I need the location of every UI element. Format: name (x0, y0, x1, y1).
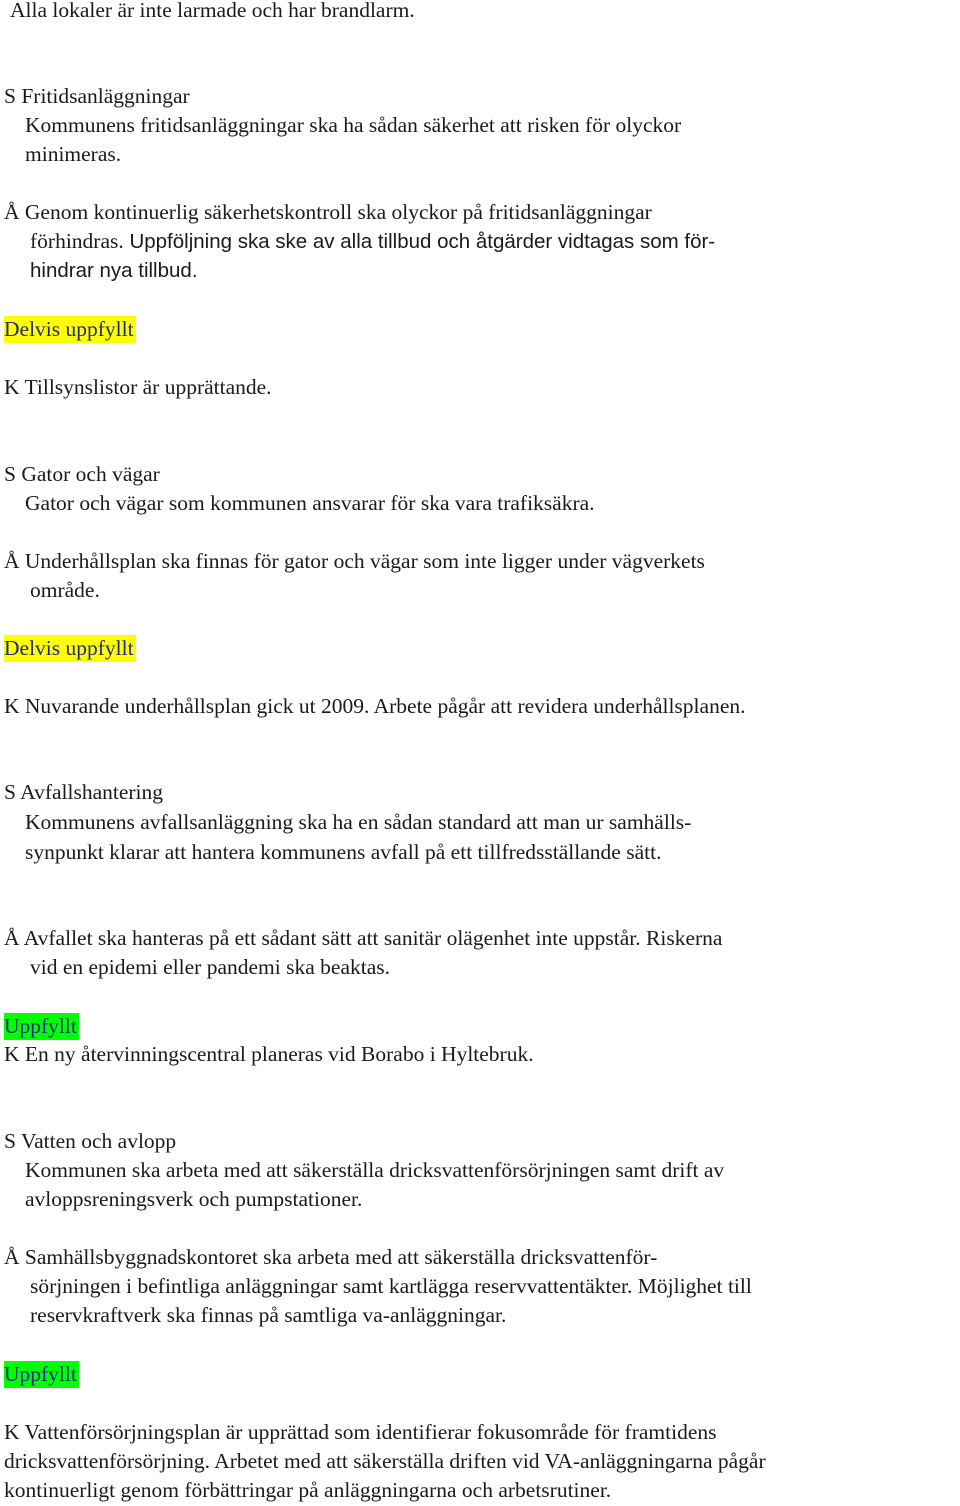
action-text: förhindras. (30, 229, 124, 253)
status-label: Uppfyllt (4, 1362, 77, 1386)
comment-line: K Nuvarande underhållsplan gick ut 2009. Arbete pågår att revidera underhållsplanen. (4, 694, 746, 718)
goal-line: Gator och vägar som kommunen ansvarar för ska vara trafiksäkra. (25, 491, 595, 515)
action-line: område. (30, 578, 100, 602)
status-label: Delvis uppfyllt (4, 636, 134, 660)
action-line: Å Samhällsbyggnadskontoret ska arbeta med att säkerställa dricksvattenför- (4, 1245, 658, 1269)
section-heading-vatten-och-avlopp: S Vatten och avlopp (4, 1129, 177, 1153)
status-label: Uppfyllt (4, 1014, 77, 1038)
action-line: Å Genom kontinuerlig säkerhetskontroll ska olyckor på fritidsanläggningar (4, 200, 652, 224)
status-badge (4, 1012, 79, 1041)
status-badge (4, 634, 136, 663)
section-heading-avfallshantering: S Avfallshantering (4, 780, 164, 804)
action-line (30, 227, 715, 256)
goal-line: Kommunens avfallsanläggning ska ha en sådan standard att man ur samhälls- (25, 810, 692, 834)
status-badge (4, 315, 136, 344)
goal-line: Kommunens fritidsanläggningar ska ha sådan säkerhet att risken för olyckor (25, 113, 682, 137)
action-line: vid en epidemi eller pandemi ska beaktas. (30, 955, 390, 979)
goal-line: minimeras. (25, 142, 122, 166)
comment-line: K Tillsynslistor är upprättande. (4, 375, 272, 399)
section-heading-gator-och-vagar: S Gator och vägar (4, 462, 160, 486)
action-line: sörjningen i befintliga anläggningar samt kartlägga reservvattentäkter. Möjlighet till (30, 1274, 752, 1298)
action-line: Å Avfallet ska hanteras på ett sådant sätt att sanitär olägenhet inte uppstår. Riskerna (4, 926, 723, 950)
action-text: Uppföljning ska ske av alla tillbud och åtgärder vidtagas som för- (123, 230, 716, 253)
goal-line: synpunkt klarar att hantera kommunens avfall på ett tillfredsställande sätt. (25, 840, 662, 864)
action-line: reservkraftverk ska finnas på samtliga va-anläggningar. (30, 1303, 507, 1327)
comment-line: K En ny återvinningscentral planeras vid Borabo i Hyltebruk. (4, 1042, 534, 1066)
section-heading-fritidsanlaggningar: S Fritidsanläggningar (4, 84, 190, 108)
action-line: hindrar nya tillbud. (30, 259, 198, 282)
status-badge (4, 1360, 79, 1389)
goal-line: Kommunen ska arbeta med att säkerställa dricksvattenförsörjningen samt drift av (25, 1158, 725, 1182)
action-line: Å Underhållsplan ska finnas för gator och vägar som inte ligger under vägverkets (4, 549, 705, 573)
goal-line: avloppsreningsverk och pumpstationer. (25, 1187, 363, 1211)
comment-line: dricksvattenförsörjning. Arbetet med att säkerställa driften vid VA-anläggningarna pågår (4, 1449, 766, 1473)
intro-line: Alla lokaler är inte larmade och har brandlarm. (10, 0, 415, 22)
comment-line: kontinuerligt genom förbättringar på anläggningarna och arbetsrutiner. (4, 1478, 612, 1502)
status-label: Delvis uppfyllt (4, 317, 134, 341)
comment-line: K Vattenförsörjningsplan är upprättad som identifierar fokusområde för framtidens (4, 1420, 717, 1444)
